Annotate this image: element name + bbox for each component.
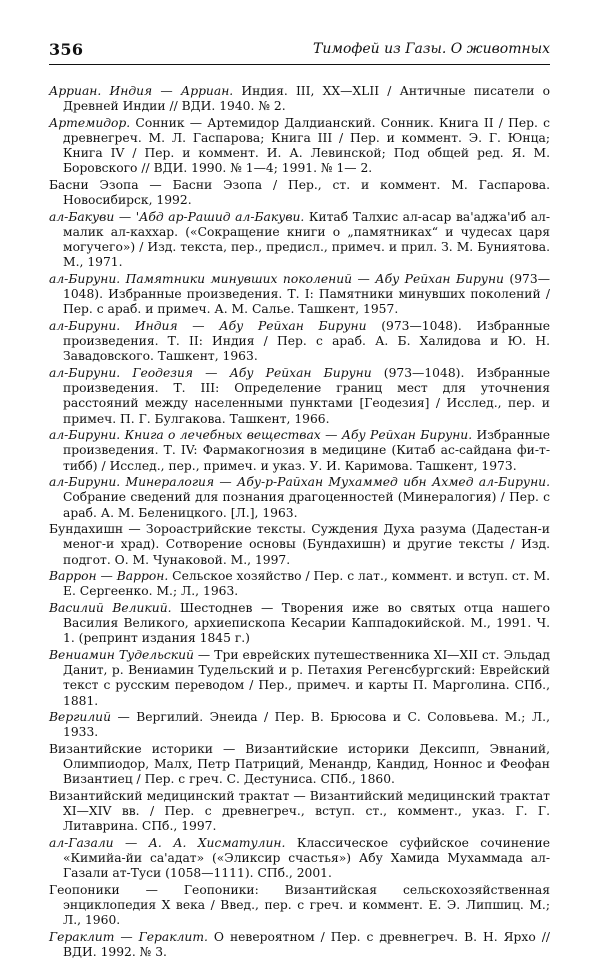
entry-text: О невероятном / Пер. с древнегреч. В. Н. Ярхо // ВДИ. 1992. № 3. <box>63 930 551 960</box>
entry-lead: ал-Бируни. Минералогия — Абу-р-Райхан Мухаммед ибн Ахмед ал-Бируни. <box>49 475 550 490</box>
entry-text: Избранные произведения. Т. IV: Фармакогнозия в медицине (Китаб ас-сайдана фи-т-тибб) / Исслед., пер., примеч. и указ. У. И. Каримова. Ташкент, 1973. <box>63 428 550 473</box>
bibliography-entry <box>49 601 550 647</box>
bibliography-entry <box>49 710 550 740</box>
bibliography-entry <box>49 742 550 788</box>
page-header <box>49 38 550 65</box>
entry-text: Индия. III, XX—XLII / Античные писатели о Древней Индии // ВДИ. 1940. № 2. <box>63 84 550 114</box>
entry-text: — Вергилий. Энеида / Пер. В. Брюсова и С. Соловьева. М.; Л., 1933. <box>63 710 550 740</box>
entry-text: — Три еврейских путешественника XI—XII ст. Эльдад Данит, р. Вениамин Тудельский и р. Петахия Регенсбургский: Еврейский текст с русским переводом / Пер., примеч. и карты П. Марголина. СПб., 1881. <box>63 648 550 708</box>
entry-text: Классическое суфийское сочинение «Кимийа-йи са'адат» («Эликсир счастья») Абу Хамида Мухаммада ал-Газали ат-Туси (1058—1111). СПб., 2001. <box>63 836 551 881</box>
entry-text: Шестоднев — Творения иже во святых отца нашего Василия Великого, архиепископа Кесарии Каппадокийской. М., 1991. Ч. 1. (репринт издания 1845 г.) <box>63 601 550 646</box>
bibliography-entry <box>49 366 550 427</box>
entry-text: Византийские историки — Византийские историки Дексипп, Эвнаний, Олимпиодор, Малх, Петр Патриций, Менандр, Кандид, Ноннос и Феофан Византиец / Пер. с греч. С. Дестуниса. СПб., 1860. <box>49 742 550 787</box>
entry-text: Бундахишн — Зороастрийские тексты. Суждения Духа разума (Дадестан-и меног-и храд). Сотворение основы (Бундахишн) и другие тексты / Изд. подгот. О. М. Чунаковой. М., 1997. <box>49 522 550 567</box>
entry-text: Сельское хозяйство / Пер. с лат., коммент. и вступ. ст. М. Е. Сергеенко. М.; Л., 1963. <box>63 569 550 599</box>
entry-lead: Вениамин Тудельский <box>49 648 194 662</box>
bibliography-entry <box>49 178 550 208</box>
entry-lead: Варрон — Варрон. <box>49 569 169 584</box>
bibliography-entry <box>49 116 550 177</box>
entry-lead: Артемидор. <box>49 115 131 130</box>
entry-text: Басни Эзопа — Басни Эзопа / Пер., ст. и коммент. М. Гаспарова. Новосибирск, 1992. <box>49 178 550 208</box>
entry-lead: ал-Бакуви — 'Абд ар-Рашид ал-Бакуви. <box>49 209 305 224</box>
entry-text: Собрание сведений для познания драгоценностей (Минералогия) / Пер. с араб. А. М. Беленицкого. [Л.], 1963. <box>63 490 550 520</box>
entry-text: (973—1048). Избранные произведения. Т. II: Индия / Пер. с араб. А. Б. Халидова и Ю. Н. Завадовского. Ташкент, 1963. <box>63 319 550 364</box>
bibliography-entry <box>49 569 550 599</box>
entry-lead: ал-Бируни. Памятники минувших поколений — Абу Рейхан Бируни <box>49 272 504 286</box>
entry-text: (973—1048). Избранные произведения. Т. I: Памятники минувших поколений / Пер. с араб. и примеч. А. М. Салье. Ташкент, 1957. <box>63 272 550 317</box>
entry-lead: Вергилий <box>49 710 111 725</box>
entry-lead: ал-Бируни. Геодезия — Абу Рейхан Бируни <box>49 366 372 380</box>
bibliography-entry <box>49 836 550 882</box>
entry-lead: Василий Великий. <box>49 601 172 615</box>
entry-text: (973—1048). Избранные произведения. Т. III: Определение границ мест для уточнения расстояний между населенными пунктами [Геодезия] / Исслед., пер. и примеч. П. Г. Булгакова. Ташкент, 1966. <box>63 366 550 426</box>
entry-lead: Гераклит — Гераклит. <box>49 930 208 944</box>
entry-text: Китаб Талхис ал-асар ва'аджа'иб ал-малик ал-каххар. («Сокращение книги о „памятниках“ и чудесах царя могучего») / Изд. текста, пер., предисл., примеч. и прил. З. М. Буниятова. М., 1971. <box>63 209 550 270</box>
bibliography-entry <box>49 930 550 960</box>
entry-text: Византийский медицинский трактат — Византийский медицинский трактат XI—XIV вв. / Пер. с древнегреч., вступ. ст., коммент., указ. Г. Г. Литаврина. СПб., 1997. <box>49 789 550 834</box>
entry-lead: Арриан. Индия — Арриан. <box>49 84 234 98</box>
entry-lead: ал-Бируни. Индия — Абу Рейхан Бируни <box>49 319 367 333</box>
bibliography-entry <box>49 789 550 835</box>
page-number: 356 <box>49 40 84 59</box>
bibliography-entry <box>49 475 550 521</box>
entry-lead: ал-Газали — А. А. Хисматулин. <box>49 836 286 850</box>
bibliography-entry <box>49 272 550 318</box>
bibliography-entry <box>49 428 550 474</box>
bibliography-entry <box>49 522 550 568</box>
running-title: Тимофей из Газы. О животных <box>313 41 550 57</box>
bibliography-list <box>49 84 550 962</box>
entry-text: Сонник — Артемидор Далдианский. Сонник. Книга II / Пер. с древнегреч. М. Л. Гаспарова; Книга III / Пер. и коммент. Э. Г. Юнца; Книга IV / Пер. и коммент. И. А. Левинской; Под общей ред. Я. М. Боровского // ВДИ. 1990. № 1—4; 1991. № 1— 2. <box>63 115 550 176</box>
bibliography-entry <box>49 648 550 709</box>
entry-lead: ал-Бируни. Книга о лечебных веществах — Абу Рейхан Бируни. <box>49 428 473 443</box>
bibliography-entry <box>49 319 550 365</box>
bibliography-entry <box>49 883 550 929</box>
entry-text: Геопоники — Геопоники: Византийская сельскохозяйственная энциклопедия X века / Введ., пер. с греч. и коммент. Е. Э. Липшиц. М.; Л., 1960. <box>49 883 550 928</box>
bibliography-entry <box>49 210 550 271</box>
bibliography-entry <box>49 84 550 114</box>
